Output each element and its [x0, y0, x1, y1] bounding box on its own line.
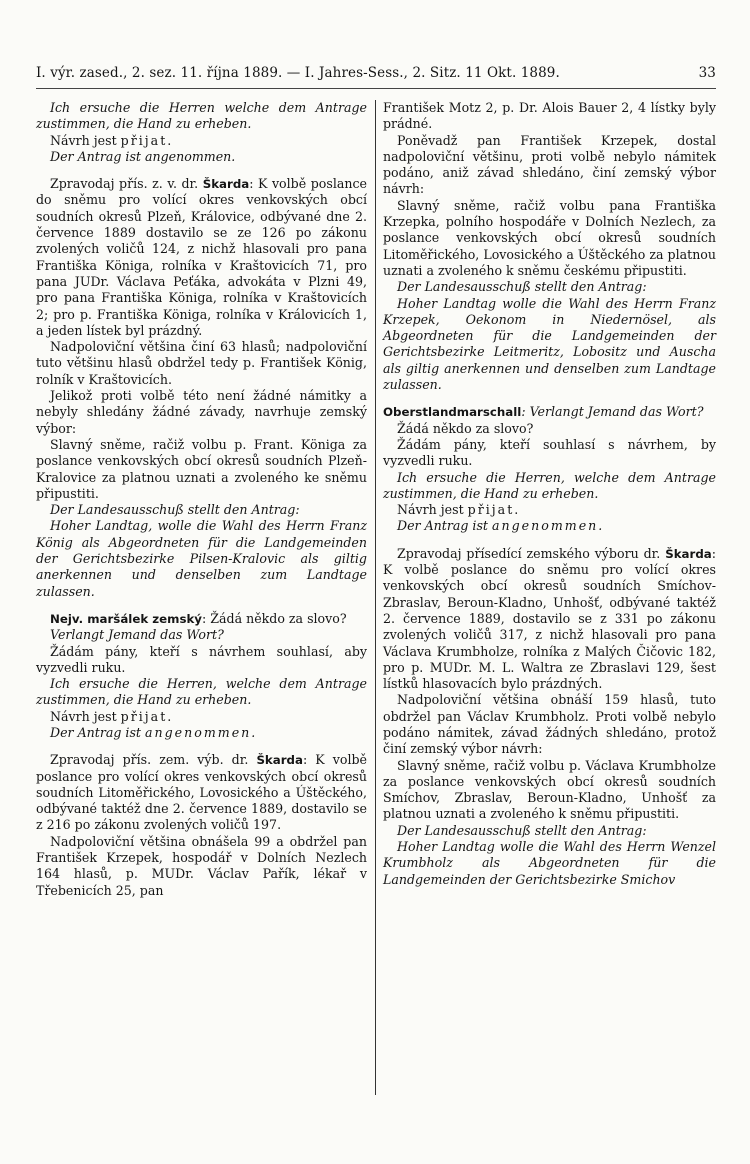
- paragraph: Žádám pány, kteří souhlasí s návrhem, by vyzvedli ruku.: [383, 436, 716, 469]
- paragraph: [383, 404, 716, 420]
- paragraph: [383, 546, 716, 693]
- text-run: : K volbě poslance do sněmu pro volící okres venkovských obcí soudních okresů Plzeň, Královice, odbývané dne 2. července 1889 dostavilo se ze 126 po zákonu zvolených voličů 124, z nichž hlasovali pro pana Františka Königa, rolníka v Kraštovicích 71, pro pana JUDr. Václava Peťáka, advokáta v Plzni 49, pro pana Františka Königa, rolníka v Kraštovicích 2; pro p. Františka Königa, rolníka v Královicích 1, a jeden lístek byl prázdný.: [36, 176, 367, 338]
- header-rule: [36, 88, 716, 89]
- page-header: [36, 63, 716, 83]
- text-run: : K volbě poslance pro volící okres venkovských obcí okresů soudních Litoměřického, Lovosického a Úštěckého, odbývané taktéž dne 2. července 1889, dostavilo se z 216 po zákonu zvolených voličů 197.: [36, 752, 367, 833]
- paragraph: [36, 709, 367, 725]
- text-run: Zpravodaj přís. zem. výb. dr.: [50, 752, 257, 768]
- paragraph: Žádá někdo za slovo?: [397, 420, 534, 436]
- running-title: I. výr. zased., 2. sez. 11. října 1889. — I. Jahres-Sess., 2. Sitz. 11 Okt. 1889.: [36, 65, 560, 81]
- paragraph: František Motz 2, p. Dr. Alois Bauer 2, 4 lístky byly prádné.: [383, 100, 716, 132]
- paragraph: Jelikož proti volbě této není žádné námitky a nebyly shledány žádné závady, navrhuje zemský výbor:: [36, 388, 367, 436]
- text-run: Návrh jest: [397, 502, 468, 518]
- paragraph: [383, 502, 716, 518]
- text-run: : K volbě poslance do sněmu pro volící okres venkovských obcí okresů soudních Smíchov-Zbraslav, Beroun-Kladno, Unhošť, odbývané taktéž 2. července 1889, dostavilo se z 331 po zákonu zvolených voličů 317, z nichž hlasovali pro pana Václava Krumbholze, rolníka z Malých Čičovic 182, pro p. MUDr. M. L. Waltra ze Zbraslavi 129, šest lístků hlasovacích bylo prázdných.: [383, 545, 716, 692]
- text-run: Návrh jest: [50, 132, 121, 148]
- paragraph: Ich ersuche die Herren welche dem Antrage zustimmen, die Hand zu erheben.: [36, 100, 367, 132]
- paragraph: Poněvadž pan František Krzepek, dostal nadpoloviční většinu, proti volbě nebylo námitek podáno, aniž závad shledáno, činí zemský výbor návrh:: [383, 132, 716, 197]
- paragraph: Ich ersuche die Herren, welche dem Antrage zustimmen, die Hand zu erheben.: [36, 676, 367, 708]
- paragraph: Slavný sněme, račiž volbu p. Frant. Königa za poslance venkovských obcí okresů soudních Plzeň-Kralovice za platnou uznati a zvoleného ke sněmu připustiti.: [36, 436, 367, 501]
- paragraph: [36, 133, 367, 149]
- paragraph: Nadpoloviční většina obnášela 99 a obdržel pan František Krzepek, hospodář v Dolních Nezlech 164 hlasů, p. MUDr. Václav Pařík, lékař v Třebenicích 25, pan: [36, 833, 367, 898]
- paragraph: [36, 176, 367, 339]
- paragraph: Nadpoloviční většina obnáší 159 hlasů, tuto obdržel pan Václav Krumbholz. Proti volbě nebylo podáno námitek, závad žádných shledáno, protož činí zemský výbor návrh:: [383, 692, 716, 757]
- emphasis-text: angenommen.: [492, 518, 605, 534]
- text-run: : Verlangt Jemand das Wort?: [521, 404, 704, 420]
- paragraph: Nadpoloviční většina činí 63 hlasů; nadpoloviční tuto většinu hlasů obdržel tedy p. František König, rolník v Kraštovicích.: [36, 339, 367, 387]
- paragraph: Hoher Landtag, wolle die Wahl des Herrn Franz König als Abgeordneten für die Landgemeinden der Gerichtsbezirke Pilsen-Kralovic als giltig anerkennen und denselben zum Landtage zulassen.: [36, 518, 367, 599]
- right-column: [383, 100, 716, 888]
- paragraph: [383, 518, 716, 534]
- text-run: : Žádá někdo za slovo?: [202, 610, 347, 626]
- speaker-name: Oberstlandmarschall: [383, 405, 522, 420]
- speaker-name: Škarda: [665, 546, 712, 561]
- speaker-name: Škarda: [256, 753, 303, 768]
- text-run: Der Antrag ist: [50, 724, 145, 740]
- paragraph: Slavný sněme, račiž volbu pana Františka Krzepka, polního hospodáře v Dolních Nezlech, za poslance venkovských obcí okresů soudních Litoměřického, Lovosického a Úštěckého za platnou uznati a zvoleného k sněmu českému připustiti.: [383, 197, 716, 278]
- emphasis-text: přijat.: [467, 502, 521, 518]
- speaker-name: Škarda: [202, 177, 250, 192]
- paragraph: Ich ersuche die Herren, welche dem Antrage zustimmen, die Hand zu erheben.: [383, 469, 716, 501]
- paragraph: [36, 611, 367, 627]
- emphasis-text: přijat.: [120, 132, 174, 148]
- emphasis-text: angenommen.: [145, 724, 258, 740]
- emphasis-text: přijat.: [120, 708, 174, 724]
- paragraph: Slavný sněme, račiž volbu p. Václava Krumbholze za poslance venkovských obcí okresů soudních Smíchov, Zbraslav, Beroun-Kladno, Unhošť za platnou uznati a zvoleného k sněmu připustiti.: [383, 757, 716, 822]
- paragraph: Der Landesausschuß stellt den Antrag:: [397, 279, 647, 295]
- paragraph: Žádám pány, kteří s návrhem souhlasí, aby vyzvedli ruku.: [36, 643, 367, 675]
- paragraph: Hoher Landtag wolle die Wahl des Herrn Franz Krzepek, Oekonom in Niedernösel, als Abgeordneten für die Landgemeinden der Gerichtsbezirke Leitmeritz, Lobositz und Auscha als giltig anerkennen und denselben zum Landtage zulassen.: [383, 295, 716, 393]
- paragraph: Der Antrag ist angenommen.: [50, 148, 236, 164]
- paragraph: Hoher Landtag wolle die Wahl des Herrn Wenzel Krumbholz als Abgeordneten für die Landgemeinden der Gerichtsbezirke Smichov: [383, 839, 716, 887]
- text-run: Der Antrag ist: [397, 518, 492, 534]
- paragraph: Der Landesausschuß stellt den Antrag:: [50, 502, 300, 518]
- text-run: Návrh jest: [50, 708, 121, 724]
- text-run: Zpravodaj přísedící zemského výboru dr.: [397, 545, 666, 561]
- text-run: Zpravodaj přís. z. v. dr.: [50, 176, 203, 192]
- page-number: 33: [698, 65, 716, 81]
- paragraph: Der Landesausschuß stellt den Antrag:: [397, 822, 647, 838]
- paragraph: [36, 752, 367, 833]
- paragraph: Verlangt Jemand das Wort?: [50, 627, 224, 643]
- paragraph: [36, 725, 367, 741]
- left-column: [36, 100, 367, 899]
- speaker-name: Nejv. maršálek zemský: [50, 611, 202, 626]
- column-divider: [375, 100, 376, 1095]
